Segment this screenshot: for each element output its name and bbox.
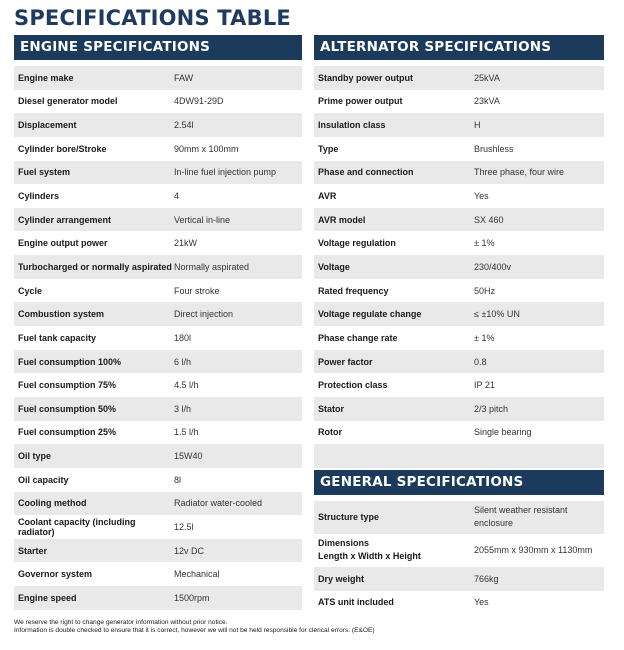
table-row bbox=[14, 279, 302, 303]
row-label: Combustion system bbox=[18, 309, 105, 320]
table-row bbox=[14, 562, 302, 586]
table-row bbox=[314, 208, 604, 232]
row-label: ATS unit included bbox=[318, 597, 394, 608]
table-row bbox=[14, 66, 302, 90]
row-label: Engine output power bbox=[18, 238, 108, 249]
table-row bbox=[14, 421, 302, 445]
table-row bbox=[314, 231, 604, 255]
table-row bbox=[14, 208, 302, 232]
row-label: Oil type bbox=[18, 451, 52, 462]
table-row bbox=[14, 350, 302, 374]
row-label: Cylinder bore/Stroke bbox=[18, 143, 107, 154]
row-value: 21kW bbox=[174, 238, 198, 249]
row-label: Fuel consumption 50% bbox=[18, 403, 117, 414]
row-label bbox=[314, 537, 474, 563]
row-value: Brushless bbox=[474, 143, 514, 154]
row-value: 12v DC bbox=[174, 545, 205, 556]
row-value: Single bearing bbox=[474, 427, 532, 438]
row-value: 25kVA bbox=[474, 72, 500, 83]
structure-value-line-2: enclosure bbox=[474, 518, 514, 529]
table-row bbox=[14, 539, 302, 563]
row-label: Displacement bbox=[18, 120, 77, 131]
alternator-section-header: ALTERNATOR SPECIFICATIONS bbox=[314, 35, 604, 60]
general-section-header: GENERAL SPECIFICATIONS bbox=[314, 470, 604, 495]
table-row bbox=[14, 515, 302, 539]
row-label: Cooling method bbox=[18, 498, 87, 509]
table-row bbox=[314, 184, 604, 208]
row-value: 23kVA bbox=[474, 96, 500, 107]
disclaimer bbox=[14, 619, 375, 635]
row-value: Direct injection bbox=[174, 309, 234, 320]
row-label: Cylinders bbox=[18, 191, 60, 202]
disclaimer-line-1: We reserve the right to change generator information without prior notice. bbox=[14, 619, 228, 626]
row-label: AVR model bbox=[318, 214, 366, 225]
row-value: SX 460 bbox=[474, 214, 504, 225]
row-label: Fuel consumption 100% bbox=[18, 356, 122, 367]
row-value: 180l bbox=[174, 332, 192, 343]
row-value: ± 1% bbox=[474, 332, 495, 343]
row-label: Governor system bbox=[18, 569, 93, 580]
row-value: 15W40 bbox=[174, 451, 203, 462]
row-label: Phase and connection bbox=[318, 167, 414, 178]
row-label: Cycle bbox=[18, 285, 43, 296]
row-value: 2055mm x 930mm x 1130mm bbox=[474, 544, 593, 555]
engine-section-header: ENGINE SPECIFICATIONS bbox=[14, 35, 302, 60]
table-row bbox=[14, 373, 302, 397]
row-label: Starter bbox=[18, 545, 48, 556]
row-value: 3 l/h bbox=[174, 403, 192, 414]
row-value: ≤ ±10% UN bbox=[474, 309, 520, 320]
table-row bbox=[14, 302, 302, 326]
row-value: FAW bbox=[174, 72, 194, 83]
structure-value-line-1: Silent weather resistant bbox=[474, 505, 568, 516]
row-label: Type bbox=[318, 143, 339, 154]
row-value: 2/3 pitch bbox=[474, 403, 509, 414]
alternator-specifications-table bbox=[314, 35, 604, 614]
row-label: Engine make bbox=[18, 72, 74, 83]
row-value: IP 21 bbox=[474, 380, 495, 391]
table-row bbox=[314, 113, 604, 137]
row-value: Yes bbox=[474, 597, 489, 608]
row-value: 50Hz bbox=[474, 285, 496, 296]
row-value: 4 bbox=[174, 191, 180, 202]
table-row bbox=[314, 591, 604, 615]
row-value: 4.5 l/h bbox=[174, 380, 199, 391]
table-row bbox=[14, 586, 302, 610]
table-row bbox=[314, 255, 604, 279]
row-value: Vertical in-line bbox=[174, 214, 231, 225]
row-label: Engine speed bbox=[18, 592, 77, 603]
row-value: 4DW91-29D bbox=[174, 96, 224, 107]
table-row bbox=[314, 501, 604, 534]
row-label: Insulation class bbox=[318, 120, 386, 131]
table-row bbox=[14, 90, 302, 114]
row-value: Radiator water-cooled bbox=[174, 498, 263, 509]
table-row bbox=[14, 397, 302, 421]
row-label: Fuel consumption 75% bbox=[18, 380, 117, 391]
dimensions-label-line-2: Length x Width x Height bbox=[318, 551, 421, 562]
row-value: H bbox=[474, 120, 481, 131]
table-row bbox=[314, 66, 604, 90]
row-value: 2.54l bbox=[174, 120, 194, 131]
row-label: Fuel system bbox=[18, 167, 71, 178]
table-row bbox=[314, 161, 604, 185]
table-row bbox=[14, 231, 302, 255]
page-title: SPECIFICATIONS TABLE bbox=[14, 6, 291, 30]
table-row bbox=[14, 492, 302, 516]
table-row bbox=[314, 373, 604, 397]
row-label: Diesel generator model bbox=[18, 96, 118, 107]
dimensions-label-line-1: Dimensions bbox=[318, 538, 370, 549]
row-value: 0.8 bbox=[474, 356, 487, 367]
row-label: Structure type bbox=[318, 511, 380, 522]
row-label: Voltage bbox=[318, 261, 350, 272]
table-row bbox=[314, 90, 604, 114]
row-label: Standby power output bbox=[318, 72, 413, 83]
table-row bbox=[314, 421, 604, 445]
row-value: In-line fuel injection pump bbox=[174, 167, 277, 178]
row-label: Cylinder arrangement bbox=[18, 214, 112, 225]
row-label: Fuel tank capacity bbox=[18, 332, 97, 343]
row-label: Turbocharged or normally aspirated bbox=[18, 261, 172, 272]
table-row bbox=[314, 326, 604, 350]
row-label: Fuel consumption 25% bbox=[18, 427, 117, 438]
table-row bbox=[314, 397, 604, 421]
table-row bbox=[14, 184, 302, 208]
table-row bbox=[14, 468, 302, 492]
row-value: 90mm x 100mm bbox=[174, 143, 239, 154]
row-value: 8l bbox=[174, 474, 182, 485]
table-row bbox=[314, 534, 604, 567]
row-label: Dry weight bbox=[318, 573, 365, 584]
table-row bbox=[14, 326, 302, 350]
row-label: Power factor bbox=[318, 356, 373, 367]
row-value: Normally aspirated bbox=[174, 261, 250, 272]
row-value: Mechanical bbox=[174, 569, 220, 580]
row-value: 230/400v bbox=[474, 261, 512, 272]
table-row bbox=[14, 137, 302, 161]
disclaimer-line-2: Information is double checked to ensure that it is correct, however we will not be held responsible for clerical errors. (E&OE) bbox=[14, 627, 375, 634]
row-value: 1.5 l/h bbox=[174, 427, 199, 438]
row-label: Oil capacity bbox=[18, 474, 69, 485]
row-label: Protection class bbox=[318, 380, 388, 391]
row-value: 12.5l bbox=[174, 521, 194, 532]
engine-specifications-table bbox=[14, 35, 302, 610]
table-row bbox=[314, 137, 604, 161]
table-row bbox=[14, 161, 302, 185]
row-label: Coolant capacity (including radiator) bbox=[18, 516, 136, 537]
row-value: Yes bbox=[474, 191, 489, 202]
row-label: AVR bbox=[318, 191, 337, 202]
empty-row bbox=[314, 444, 604, 468]
row-value: 766kg bbox=[474, 573, 499, 584]
table-row bbox=[314, 279, 604, 303]
row-value: Three phase, four wire bbox=[474, 167, 565, 178]
row-label: Stator bbox=[318, 403, 345, 414]
row-value: Four stroke bbox=[174, 285, 220, 296]
table-row bbox=[14, 113, 302, 137]
table-row bbox=[314, 302, 604, 326]
table-row bbox=[14, 255, 302, 279]
row-value: 1500rpm bbox=[174, 592, 210, 603]
table-row bbox=[314, 567, 604, 591]
row-label: Prime power output bbox=[318, 96, 403, 107]
row-label: Phase change rate bbox=[318, 332, 398, 343]
row-label: Voltage regulate change bbox=[318, 309, 422, 320]
row-value bbox=[474, 504, 568, 530]
row-value: 6 l/h bbox=[174, 356, 192, 367]
row-value: ± 1% bbox=[474, 238, 495, 249]
table-row bbox=[314, 350, 604, 374]
table-row bbox=[14, 444, 302, 468]
row-label: Rated frequency bbox=[318, 285, 389, 296]
row-label: Voltage regulation bbox=[318, 238, 396, 249]
row-label: Rotor bbox=[318, 427, 342, 438]
